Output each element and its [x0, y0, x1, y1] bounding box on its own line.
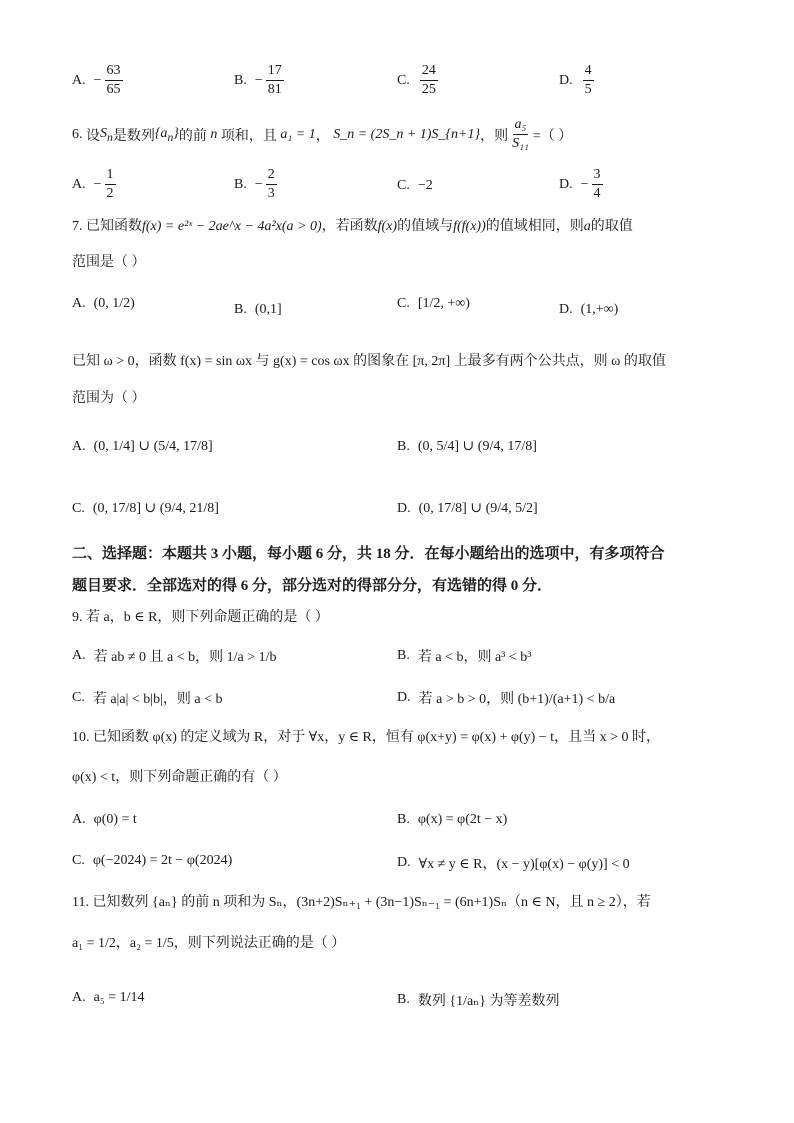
text-fragment: −2: [417, 178, 433, 193]
q6-option-a[interactable]: [72, 168, 118, 201]
text-fragment: a₅ = 1/14: [93, 990, 145, 1005]
q7-option-c[interactable]: [397, 296, 470, 312]
text-fragment: B.: [397, 438, 410, 454]
text-fragment: S₁₁: [512, 136, 529, 151]
text-fragment: A.: [72, 72, 86, 88]
text-fragment: A.: [72, 990, 86, 1005]
q11-option-b[interactable]: [397, 990, 559, 1010]
text-fragment: A.: [72, 296, 86, 311]
text-fragment: (0, 17/8] ∪ (9/4, 21/8]: [92, 501, 219, 516]
text-fragment: B.: [234, 72, 247, 88]
text-fragment: 3: [592, 168, 603, 185]
text-fragment: 3: [267, 186, 275, 201]
q9-option-b[interactable]: [397, 646, 531, 666]
text-fragment: B.: [397, 812, 410, 827]
fraction: [266, 168, 277, 201]
text-fragment: a₅: [513, 118, 529, 135]
q11-stem-line1: 11. 已知数列 {aₙ} 的前 n 项和为 Sₙ，(3n+2)Sₙ₊₁ + (3n−1)Sₙ₋₁ = (6n+1)Sₙ（n ∈ N，且 n ≥ 2），若: [72, 895, 651, 910]
fraction: [266, 64, 284, 97]
section2-heading-line2: 题目要求．全部选对的得 6 分，部分选对的得部分分，有选错的得 0 分．: [72, 578, 553, 594]
text-fragment: 2: [266, 168, 277, 185]
fraction: [592, 168, 603, 201]
text-fragment: D.: [397, 690, 411, 705]
text-fragment: 4: [583, 64, 594, 81]
text-fragment: ，若函数: [321, 219, 378, 234]
text-fragment: 若 a|a| < b|b|，则 a < b: [92, 692, 223, 707]
text-fragment: 已知函数: [86, 219, 142, 234]
q10-option-b[interactable]: [397, 812, 507, 828]
text-fragment: A.: [72, 176, 86, 192]
text-fragment: 设: [86, 128, 100, 144]
text-fragment: ，则: [480, 128, 509, 144]
text-fragment: =（ ）: [532, 128, 573, 144]
q5-option-b[interactable]: [234, 64, 286, 97]
q10-stem-line1: 10. 已知函数 φ(x) 的定义域为 R，对于 ∀x，y ∈ R，恒有 φ(x+y) = φ(x) + φ(y) − t，且当 x > 0 时，: [72, 730, 660, 745]
text-fragment: 若 a > b > 0，则 (b+1)/(a+1) < b/a: [418, 692, 616, 707]
q6-option-d[interactable]: [559, 168, 605, 201]
text-fragment: 7.: [72, 219, 83, 234]
q5-option-a[interactable]: [72, 64, 125, 97]
text-fragment: (0, 1/4] ∪ (5/4, 17/8]: [93, 439, 213, 454]
text-fragment: 数列 {1/aₙ} 为等差数列: [417, 994, 560, 1009]
fraction: [420, 64, 438, 97]
text-fragment: 若 ab ≠ 0 且 a < b，则 1/a > 1/b: [93, 650, 277, 665]
text-fragment: A.: [72, 812, 86, 827]
text-fragment: B.: [234, 302, 247, 317]
q11-option-a[interactable]: [72, 990, 145, 1006]
q10-option-c[interactable]: [72, 853, 232, 869]
q8-option-c[interactable]: [72, 500, 219, 517]
text-fragment: f(x): [377, 219, 398, 234]
text-fragment: f(f(x)): [453, 219, 486, 234]
text-fragment: C.: [397, 296, 410, 311]
q9-option-c[interactable]: [72, 688, 223, 708]
text-fragment: 2: [106, 186, 114, 201]
text-fragment: B.: [397, 992, 410, 1007]
q7-option-d[interactable]: [559, 302, 618, 318]
text-fragment: 的取值: [590, 219, 633, 234]
text-fragment: (0, 17/8] ∪ (9/4, 5/2]: [418, 501, 538, 516]
text-fragment: 4: [593, 186, 601, 201]
text-fragment: 25: [421, 82, 436, 97]
q9-stem: 9. 若 a，b ∈ R，则下列命题正确的是（ ）: [72, 610, 329, 625]
text-fragment: C.: [72, 690, 85, 705]
text-fragment: 65: [106, 82, 121, 97]
q5-option-c[interactable]: [397, 64, 440, 97]
text-fragment: C.: [72, 500, 85, 516]
text-fragment: C.: [397, 178, 410, 193]
fraction: [105, 168, 116, 201]
text-fragment: 1: [105, 168, 116, 185]
text-fragment: C.: [397, 72, 410, 88]
text-fragment: D.: [559, 302, 573, 317]
q7-stem-line1: [72, 220, 633, 234]
text-fragment: −: [580, 176, 589, 192]
text-fragment: 的前: [178, 128, 207, 144]
fraction: [583, 64, 594, 97]
text-fragment: 项和，且: [220, 128, 277, 144]
q8-stem-line2: 范围为（ ）: [72, 391, 146, 406]
fraction: [510, 118, 531, 151]
text-fragment: 6.: [72, 126, 83, 142]
text-fragment: D.: [397, 855, 411, 870]
text-fragment: −: [254, 72, 263, 88]
text-fragment: 若 a < b，则 a³ < b³: [417, 650, 532, 665]
text-fragment: (0, 1/2): [93, 296, 135, 311]
q6-option-c[interactable]: [397, 178, 433, 194]
text-fragment: (0, 5/4] ∪ (9/4, 17/8]: [417, 439, 537, 454]
text-fragment: D.: [397, 500, 411, 516]
text-fragment: D.: [559, 72, 573, 88]
q8-option-b[interactable]: [397, 438, 537, 455]
text-fragment: a₁ = 1: [280, 126, 316, 142]
text-fragment: A.: [72, 438, 86, 454]
text-fragment: a: [583, 219, 591, 234]
text-fragment: 5: [584, 82, 592, 97]
text-fragment: 的值域相同，则: [485, 219, 584, 234]
q10-option-d[interactable]: [397, 853, 630, 873]
section2-heading-line1: 二、选择题：本题共 3 小题，每小题 6 分，共 18 分．在每小题给出的选项中，有多项符合: [72, 546, 665, 562]
q11-stem-line2: a₁ = 1/2，a₂ = 1/5，则下列说法正确的是（ ）: [72, 936, 346, 951]
text-fragment: 63: [105, 64, 123, 81]
text-fragment: n: [210, 126, 218, 142]
text-fragment: φ(x) = φ(2t − x): [417, 812, 508, 827]
q8-option-a[interactable]: [72, 438, 213, 455]
q9-option-d[interactable]: [397, 688, 615, 708]
text-fragment: 的值域与: [397, 219, 454, 234]
text-fragment: B.: [397, 648, 410, 663]
text-fragment: 是数列: [112, 128, 155, 144]
text-fragment: −: [93, 176, 102, 192]
q7-option-a[interactable]: [72, 296, 135, 312]
text-fragment: f(x) = e²ˣ − 2ae^x − 4a²x(a > 0): [142, 219, 322, 234]
text-fragment: A.: [72, 648, 86, 663]
q7-stem-line2: 范围是（ ）: [72, 255, 146, 270]
q8-stem-line1: 已知 ω > 0，函数 f(x) = sin ωx 与 g(x) = cos ωx 的图象在 [π, 2π] 上最多有两个公共点，则 ω 的取值: [72, 354, 666, 369]
text-fragment: (0,1]: [254, 302, 282, 317]
text-fragment: φ(−2024) = 2t − φ(2024): [92, 853, 233, 868]
q9-option-a[interactable]: [72, 646, 277, 666]
q5-option-d[interactable]: [559, 64, 596, 97]
text-fragment: B.: [234, 176, 247, 192]
text-fragment: −: [254, 176, 263, 192]
text-fragment: φ(0) = t: [93, 812, 137, 827]
text-fragment: [1/2, +∞): [417, 296, 470, 311]
q10-stem-line2: φ(x) < t，则下列命题正确的有（ ）: [72, 770, 287, 785]
text-fragment: C.: [72, 853, 85, 868]
q8-option-d[interactable]: [397, 500, 538, 517]
text-fragment: S_n = (2S_n + 1)S_{n+1}: [333, 126, 481, 142]
q7-option-b[interactable]: [234, 302, 282, 318]
q10-option-a[interactable]: [72, 812, 137, 828]
q6-stem: 6. 设 $S_n$ 是数列 $\{a_n\}$ 的前 n 项和，且 a₁ = 1 ， S_n = (2S_n + 1)S_{n+1} ，则 $\frac{\text{a₅}}{\text{S₁₁}}$ =（ ）: [72, 117, 573, 151]
fraction: [105, 64, 123, 97]
text-fragment: 17: [266, 64, 284, 81]
text-fragment: $S_n$: [100, 125, 113, 144]
q6-option-b[interactable]: [234, 168, 279, 201]
text-fragment: (1,+∞): [580, 302, 619, 317]
text-fragment: D.: [559, 176, 573, 192]
text-fragment: 81: [267, 82, 282, 97]
text-fragment: ∀x ≠ y ∈ R，(x − y)[φ(x) − φ(y)] < 0: [418, 857, 630, 872]
text-fragment: $\{a_n\}$: [154, 125, 179, 144]
text-fragment: −: [93, 72, 102, 88]
text-fragment: 24: [420, 64, 438, 81]
